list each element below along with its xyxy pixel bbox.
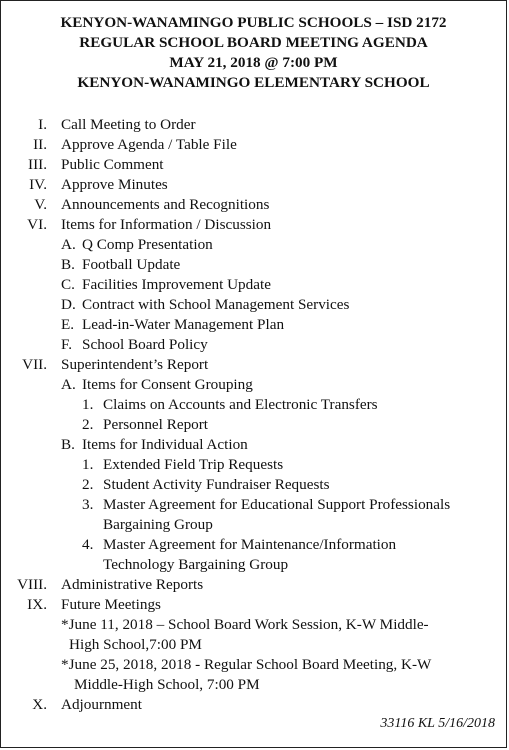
subsubitem-number: 4. — [82, 536, 94, 553]
subitem-letter: B. — [61, 436, 75, 453]
item-text: Administrative Reports — [61, 576, 204, 593]
district-title: KENYON-WANAMINGO PUBLIC SCHOOLS – ISD 2172 — [60, 14, 447, 31]
subitem-letter: D. — [61, 296, 76, 313]
future-meeting-text: Middle-High School, 7:00 PM — [74, 676, 260, 693]
subsubitem-number: 2. — [82, 416, 94, 433]
subitem-text: Lead-in-Water Management Plan — [82, 316, 285, 333]
agenda-item — [1, 115, 506, 135]
meeting-title: REGULAR SCHOOL BOARD MEETING AGENDA — [79, 34, 428, 51]
agenda-item — [1, 175, 506, 195]
subsubitem-text: Personnel Report — [103, 416, 209, 433]
subsubitem-text: Extended Field Trip Requests — [103, 456, 284, 473]
item-number: I. — [38, 116, 47, 133]
agenda-item — [1, 135, 506, 155]
meeting-location: KENYON-WANAMINGO ELEMENTARY SCHOOL — [77, 74, 430, 91]
subitem-text: Football Update — [82, 256, 181, 273]
agenda-subsubitem — [1, 395, 506, 415]
agenda-subsubitem — [1, 495, 506, 515]
subitem-letter: A. — [61, 376, 76, 393]
item-number: II. — [33, 136, 47, 153]
item-number: IV. — [29, 176, 47, 193]
subitem-text: Facilities Improvement Update — [82, 276, 271, 293]
publication-reference: 33116 KL 5/16/2018 — [380, 716, 495, 731]
item-number: IX. — [27, 596, 47, 613]
agenda-continuation — [1, 515, 506, 535]
agenda-list — [1, 115, 506, 715]
future-meeting — [1, 615, 506, 635]
agenda-item — [1, 695, 506, 715]
subitem-text: Items for Individual Action — [82, 436, 248, 453]
agenda-continuation — [1, 555, 506, 575]
subitem-letter: F. — [61, 336, 73, 353]
agenda-subitem — [1, 315, 506, 335]
agenda-subitem — [1, 235, 506, 255]
subsubitem-number: 1. — [82, 396, 94, 413]
agenda-header — [1, 13, 506, 93]
item-text: Approve Minutes — [61, 176, 168, 193]
subitem-letter: C. — [61, 276, 75, 293]
future-meeting — [1, 655, 506, 675]
future-meeting-continued — [1, 635, 506, 655]
agenda-item — [1, 195, 506, 215]
item-text: Superintendent’s Report — [61, 356, 209, 373]
item-text: Announcements and Recognitions — [61, 196, 270, 213]
agenda-subsubitem — [1, 455, 506, 475]
agenda-subitem — [1, 435, 506, 455]
agenda-subsubitem — [1, 415, 506, 435]
subsubitem-number: 3. — [82, 496, 94, 513]
meeting-date: MAY 21, 2018 @ 7:00 PM — [169, 54, 338, 71]
future-meeting-continued — [1, 675, 506, 695]
item-text: Future Meetings — [61, 596, 161, 613]
item-number: VIII. — [17, 576, 47, 593]
subitem-letter: B. — [61, 256, 75, 273]
agenda-subitem — [1, 255, 506, 275]
agenda-subitem — [1, 275, 506, 295]
subsubitem-number: 1. — [82, 456, 94, 473]
agenda-item — [1, 155, 506, 175]
future-meeting-text: *June 25, 2018, 2018 - Regular School Board Meeting, K-W — [61, 656, 432, 673]
item-number: X. — [32, 696, 47, 713]
subsubitem-text: Claims on Accounts and Electronic Transfers — [103, 396, 378, 413]
agenda-subsubitem — [1, 475, 506, 495]
agenda-item — [1, 575, 506, 595]
item-number: V. — [34, 196, 47, 213]
subitem-text: Contract with School Management Services — [82, 296, 350, 313]
future-meeting-text: High School,7:00 PM — [69, 636, 202, 653]
future-meeting-text: *June 11, 2018 – School Board Work Session, K-W Middle- — [61, 616, 429, 633]
item-text: Approve Agenda / Table File — [61, 136, 237, 153]
item-text: Items for Information / Discussion — [61, 216, 272, 233]
subitem-text: Items for Consent Grouping — [82, 376, 253, 393]
agenda-item — [1, 355, 506, 375]
agenda-subitem — [1, 295, 506, 315]
agenda-subitem — [1, 335, 506, 355]
agenda-subitem — [1, 375, 506, 395]
subsubitem-text: Master Agreement for Maintenance/Information — [103, 536, 397, 553]
subitem-text: Q Comp Presentation — [82, 236, 213, 253]
subitem-letter: E. — [61, 316, 75, 333]
subsubitem-text-continued: Bargaining Group — [103, 516, 213, 533]
item-text: Public Comment — [61, 156, 164, 173]
item-number: III. — [28, 156, 47, 173]
subsubitem-text: Master Agreement for Educational Support Professionals — [103, 496, 451, 513]
item-text: Call Meeting to Order — [61, 116, 196, 133]
agenda-subsubitem — [1, 535, 506, 555]
subsubitem-number: 2. — [82, 476, 94, 493]
subitem-text: School Board Policy — [82, 336, 208, 353]
subitem-letter: A. — [61, 236, 76, 253]
agenda-item — [1, 595, 506, 615]
subsubitem-text: Student Activity Fundraiser Requests — [103, 476, 330, 493]
item-text: Adjournment — [61, 696, 142, 713]
agenda-item — [1, 215, 506, 235]
item-number: VII. — [22, 356, 47, 373]
subsubitem-text-continued: Technology Bargaining Group — [103, 556, 289, 573]
item-number: VI. — [27, 216, 47, 233]
